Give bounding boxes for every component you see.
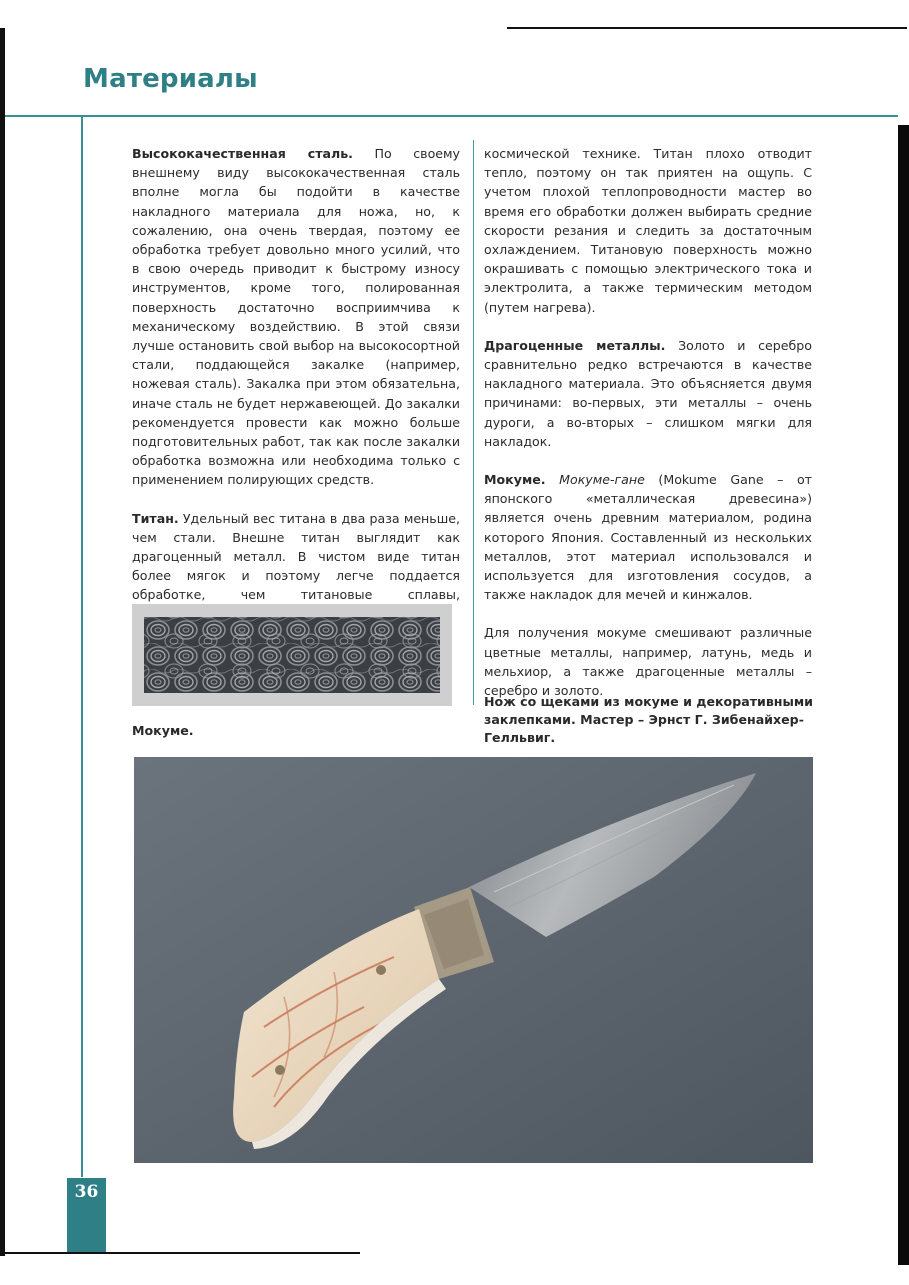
scan-bottom-rule — [0, 1252, 360, 1254]
right-column — [484, 144, 812, 719]
paragraph-mokume — [484, 470, 812, 604]
paragraph-lead: Высококачественная сталь. — [132, 146, 353, 161]
margin-rule — [81, 117, 83, 1177]
paragraph-text: Золото и серебро сравнительно редко встречаются в качестве накладного материала. Это объясняется двумя причинами: во-первых, эти металлы – очень дуроги, а во-вторых – слишком мягки для накладок. — [484, 337, 813, 449]
paragraph-lead: Мокуме. — [484, 472, 546, 488]
paragraph-italic-term: Мокуме-гане — [559, 472, 645, 488]
paragraph-lead: Драгоценные металлы. — [484, 337, 666, 353]
page-number: 36 — [67, 1178, 106, 1252]
scan-top-rule — [507, 27, 907, 29]
column-divider — [473, 140, 474, 705]
paragraph-text: Для получения мокуме смешивают различные цветные металлы, например, латунь, медь и мельхиор, а также драгоценные металлы – серебро и золото. — [484, 625, 812, 699]
paragraph-text: (Mokume Gane – от японского «металлическая древесина») является очень древним материалом, родина которого Япония. Составленный из нескольких металлов, этот материал использовался и используется для изготовления сосудов, а также накладок для мечей и кинжалов. — [484, 472, 812, 603]
paragraph-steel — [132, 144, 460, 490]
section-title: Материалы — [83, 64, 258, 94]
knife-photo — [134, 757, 813, 1163]
paragraph-precious-metals — [484, 336, 812, 451]
scan-left-edge — [0, 28, 5, 1256]
caption-mokume: Мокуме. — [132, 723, 194, 738]
paragraph-text: Удельный вес титана в два раза меньше, чем стали. Внешне титан выглядит как драгоценный металл. В чистом виде титан более мягок и поэтому легче поддается обработке, чем титановые сплавы, — [132, 510, 460, 603]
paragraph-mokume-making — [484, 623, 812, 700]
paragraph-lead: Титан. — [132, 510, 179, 526]
left-column — [132, 144, 460, 643]
paragraph-text: космической технике. Титан плохо отводит тепло, поэтому он так приятен на ощупь. С учетом плохой теплопроводности мастер во время его обработки должен выбирать средние скорости резания и следить за достаточным охлаждением. Титановую поверхность можно окрашивать с помощью электрического тока и электролита, а также термическим методом (путем нагрева). — [484, 146, 812, 315]
mokume-pattern-image — [144, 617, 440, 693]
scan-right-edge — [898, 125, 909, 1265]
header-rule — [5, 115, 898, 117]
caption-knife: Нож со щеками из мокуме и декоративными заклепками. Мастер – Эрнст Г. Зибенайхер-Гелльвиг. — [484, 694, 814, 745]
mokume-sample-photo — [132, 604, 452, 706]
knife-image — [134, 757, 813, 1163]
paragraph-titanium-cont — [484, 144, 812, 317]
paragraph-text: По своему внешнему виду высококачественная сталь вполне могла бы подойти в качестве накладного материала для ножа, но, к сожалению, она очень твердая, поэтому ее обработка требует довольно много усилий, что в свою очередь приводит к быстрому износу инструментов, кроме того, полированная поверхность достаточно восприимчива к механическому воздействию. В этой связи лучше остановить свой выбор на высокосортной стали, поддающейся закалке (например, ножевая сталь). Закалка при этом обязательна, иначе сталь не будет нержавеющей. До закалки рекомендуется провести как можно больше подготовительных работ, так как после закалки обработка возможна или необходима только с применением полирующих средств. — [132, 146, 460, 488]
